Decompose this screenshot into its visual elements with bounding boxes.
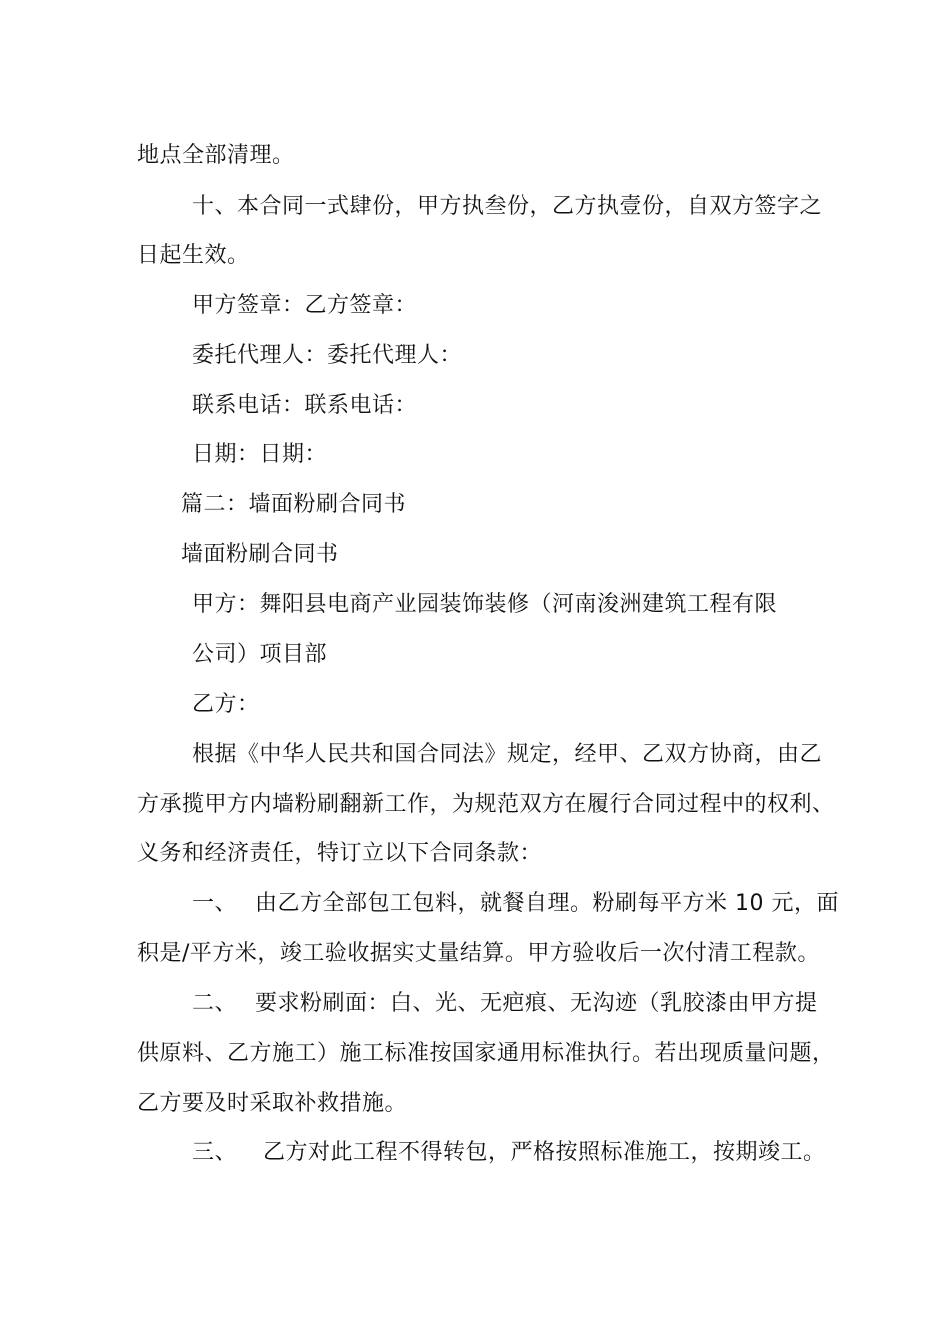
party-b: 乙方： — [192, 692, 260, 717]
agent-label: 委托代理人：委托代理人： — [192, 343, 463, 368]
date-label: 日期：日期： — [192, 442, 328, 467]
clause-number: 一、 — [192, 891, 238, 916]
party-a: 甲方：舞阳县电商产业园装饰装修（河南浚洲建筑工程有限 — [192, 592, 778, 617]
document-title: 墙面粉刷合同书 — [181, 542, 339, 567]
clause-ten: 十、本合同一式肆份，甲方执叁份，乙方执壹份，自双方签字之 — [192, 194, 823, 219]
clause-two — [192, 989, 818, 1019]
text-line: 积是/平方米，竣工验收据实丈量结算。甲方验收后一次付清工程款。 — [137, 941, 820, 966]
section-heading: 篇二：墙面粉刷合同书 — [181, 492, 407, 517]
clause-text: 由乙方全部包工包料，就餐自理。粉刷每平方米 10 元，面 — [255, 891, 839, 916]
clause-three — [192, 1138, 826, 1168]
phone-label: 联系电话：联系电话： — [192, 393, 418, 418]
clause-number: 二、 — [192, 991, 238, 1016]
text-line: 供原料、乙方施工）施工标准按国家通用标准执行。若出现质量问题， — [137, 1041, 835, 1066]
text-line: 日起生效。 — [137, 243, 250, 268]
text-line: 乙方要及时采取补救措施。 — [137, 1091, 408, 1116]
text-line: 方承揽甲方内墙粉刷翻新工作，为规范双方在履行合同过程中的权利、 — [137, 792, 835, 817]
text-line: 义务和经济责任，特订立以下合同条款： — [137, 841, 543, 866]
clause-number: 三、 — [192, 1140, 238, 1165]
preamble: 根据《中华人民共和国合同法》规定，经甲、乙双方协商，由乙 — [192, 742, 823, 767]
clause-one — [192, 889, 839, 919]
clause-text: 乙方对此工程不得转包，严格按照标准施工，按期竣工。 — [263, 1140, 826, 1165]
text-line: 地点全部清理。 — [137, 143, 295, 168]
signature-label: 甲方签章：乙方签章： — [192, 293, 418, 318]
party-a-continued: 公司）项目部 — [192, 642, 328, 667]
clause-text: 要求粉刷面：白、光、无疤痕、无沟迹（乳胶漆由甲方提 — [255, 991, 818, 1016]
